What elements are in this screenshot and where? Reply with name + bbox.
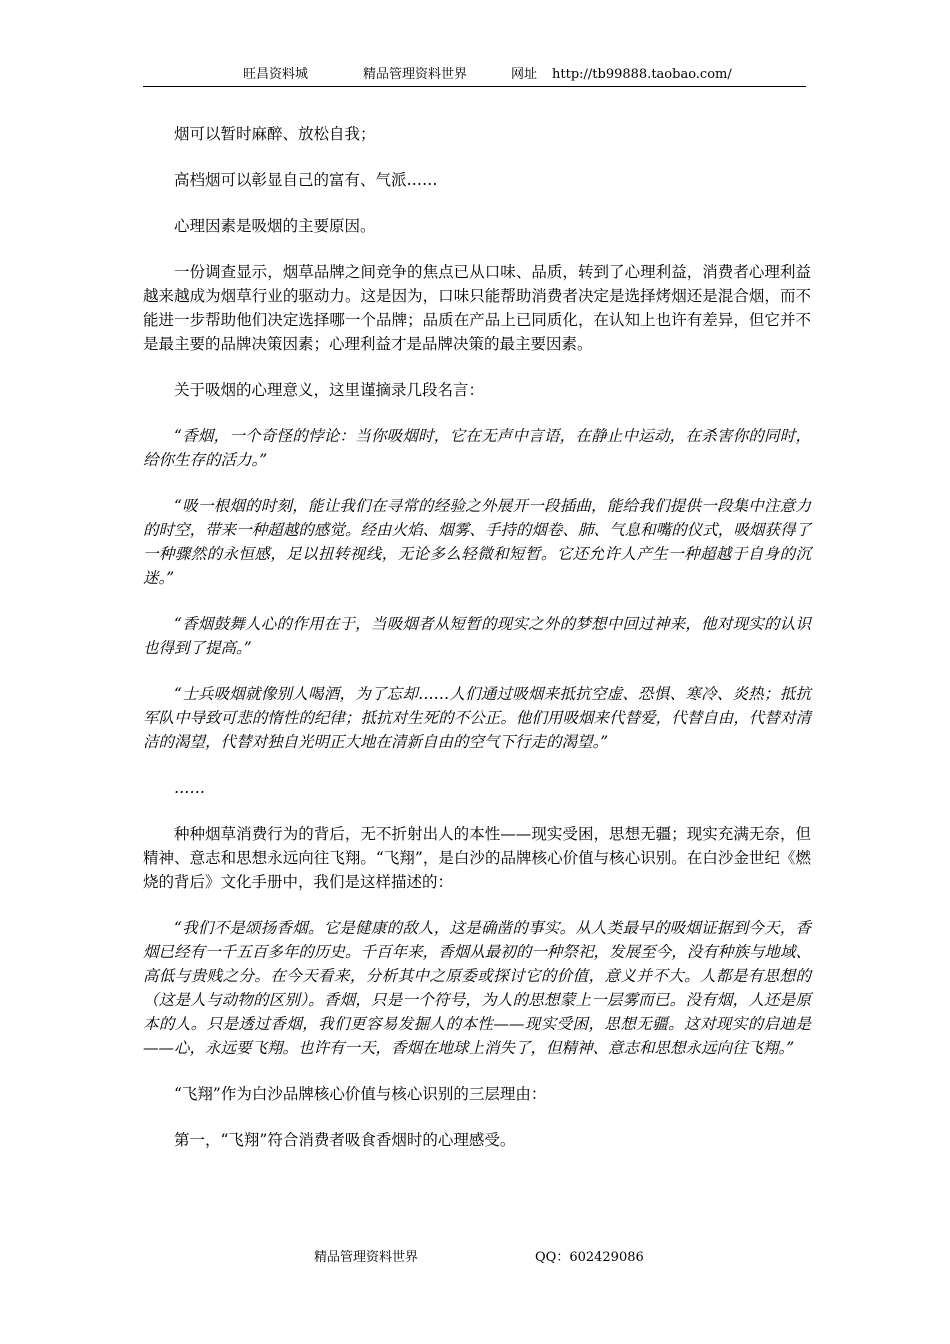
paragraph: 高档烟可以彰显自己的富有、气派……: [174, 171, 438, 189]
quote-paragraph: “吸一根烟的时刻，能让我们在寻常的经验之外展开一段插曲，能给我们提供一段集中注意力的时空，带来一种超越的感觉。经由火焰、烟雾、手持的烟卷、肺、气息和嘴的仪式，吸烟获得了一种骤然的永恒感，足以扭转视线，无论多么轻微和短暂。它还允许人产生一种超越于自身的沉迷。”: [143, 497, 811, 587]
page-footer: [0, 1249, 950, 1269]
footer-qq-text: QQ：602429086: [535, 1250, 644, 1265]
header-site-name: 旺昌资料城: [243, 67, 309, 82]
header-url-label: 网址: [511, 67, 538, 82]
ellipsis-paragraph: ……: [174, 779, 205, 797]
header-subtitle: 精品管理资料世界: [363, 67, 468, 82]
quote-paragraph: “我们不是颂扬香烟。它是健康的敌人，这是确凿的事实。从人类最早的吸烟证据到今天，香烟已经有一千五百多年的历史。千百年来，香烟从最初的一种祭祀，发展至今，没有种族与地域、高低与贵贱之分。在今天看来，分析其中之原委或探讨它的价值，意义并不大。人都是有思想的（这是人与动物的区别）。香烟，只是一个符号，为人的思想蒙上一层雾而已。没有烟，人还是原本的人。只是透过香烟，我们更容易发掘人的本性——现实受困，思想无疆。这对现实的启迪是——心，永远要飞翔。也许有一天，香烟在地球上消失了，但精神、意志和思想永远向往飞翔。”: [143, 919, 811, 1057]
page-header: [143, 66, 806, 87]
paragraph: 一份调查显示，烟草品牌之间竞争的焦点已从口味、品质，转到了心理利益，消费者心理利益越来越成为烟草行业的驱动力。这是因为，口味只能帮助消费者决定是选择烤烟还是混合烟，而不能进一步帮助他们决定选择哪一个品牌；品质在产品上已同质化，在认知上也许有差异，但它并不是最主要的品牌决策因素；心理利益才是品牌决策的最主要因素。: [143, 263, 811, 353]
paragraph: 第一，“飞翔”符合消费者吸食香烟时的心理感受。: [174, 1131, 516, 1149]
header-url-link[interactable]: http://tb99888.taobao.com/: [552, 67, 732, 82]
paragraph: 心理因素是吸烟的主要原因。: [174, 217, 376, 235]
paragraph: 种种烟草消费行为的背后，无不折射出人的本性——现实受困，思想无疆；现实充满无奈，但精神、意志和思想永远向往飞翔。“飞翔”，是白沙的品牌核心价值与核心识别。在白沙金世纪《燃烧的背后》文化手册中，我们是这样描述的：: [143, 825, 811, 891]
document-body: [143, 122, 811, 1152]
paragraph: “飞翔”作为白沙品牌核心价值与核心识别的三层理由：: [174, 1085, 547, 1103]
paragraph: 关于吸烟的心理意义，这里谨摘录几段名言：: [174, 381, 485, 399]
paragraph: 烟可以暂时麻醉、放松自我；: [174, 125, 376, 143]
footer-left-text: 精品管理资料世界: [314, 1250, 419, 1265]
quote-paragraph: “香烟鼓舞人心的作用在于，当吸烟者从短暂的现实之外的梦想中回过神来，他对现实的认识也得到了提高。”: [143, 615, 811, 657]
quote-paragraph: “士兵吸烟就像别人喝酒，为了忘却……人们通过吸烟来抵抗空虚、恐惧、寒冷、炎热；抵抗军队中导致可悲的惰性的纪律；抵抗对生死的不公正。他们用吸烟来代替爱，代替自由，代替对清洁的渴望，代替对独自光明正大地在清新自由的空气下行走的渴望。”: [143, 685, 811, 751]
quote-paragraph: “香烟，一个奇怪的悖论：当你吸烟时，它在无声中言语，在静止中运动，在杀害你的同时，给你生存的活力。”: [143, 427, 811, 469]
